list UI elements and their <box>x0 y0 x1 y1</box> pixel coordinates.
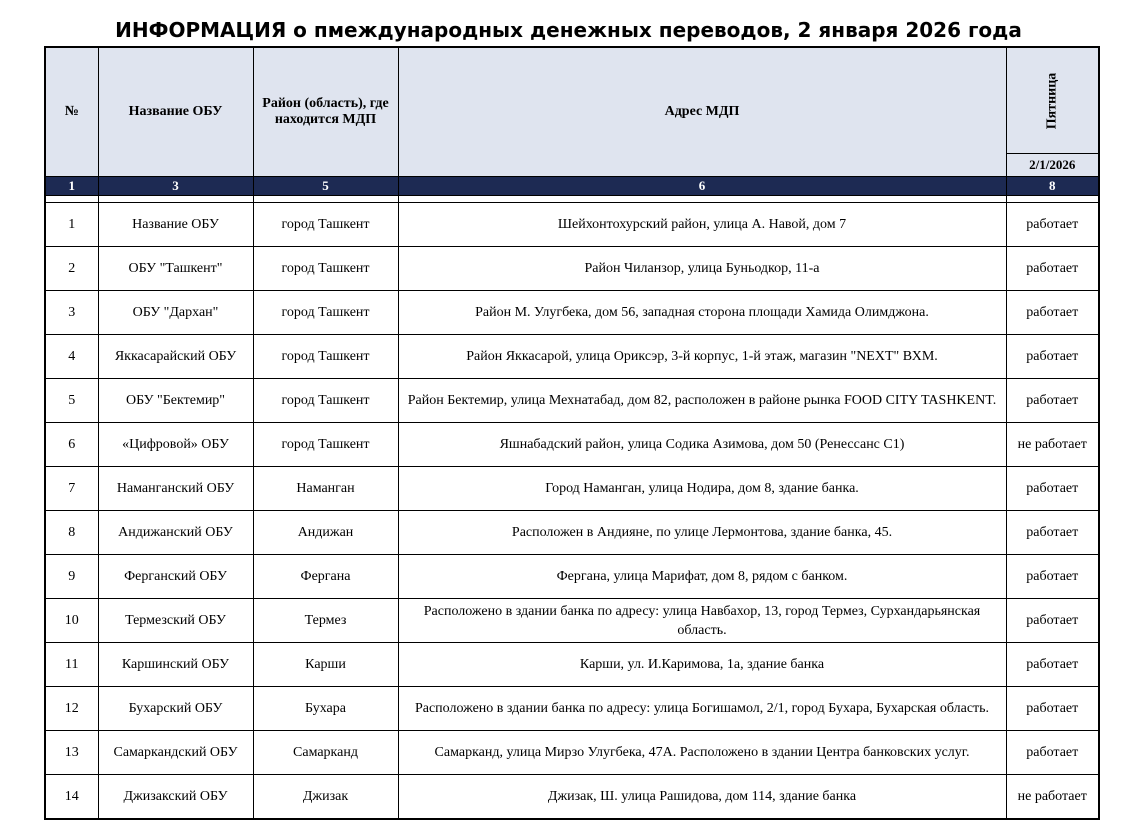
cell-status: работает <box>1006 203 1099 247</box>
transfers-table <box>44 46 1100 820</box>
cell-obu-name: Джизакский ОБУ <box>98 775 253 820</box>
cell-district: Наманган <box>253 467 398 511</box>
cell-address: Джизак, Ш. улица Рашидова, дом 114, здание банка <box>398 775 1006 820</box>
table-row <box>45 423 1099 467</box>
cell-address: Район М. Улугбека, дом 56, западная сторона площади Хамида Олимджона. <box>398 291 1006 335</box>
cell-number: 13 <box>45 731 98 775</box>
cell-district: Карши <box>253 643 398 687</box>
header-day <box>1006 47 1099 154</box>
table-row <box>45 379 1099 423</box>
cell-district: город Ташкент <box>253 423 398 467</box>
cell-obu-name: ОБУ "Ташкент" <box>98 247 253 291</box>
cell-obu-name: «Цифровой» ОБУ <box>98 423 253 467</box>
cell-district: Бухара <box>253 687 398 731</box>
cell-obu-name: Каршинский ОБУ <box>98 643 253 687</box>
table-row <box>45 775 1099 820</box>
cell-number: 8 <box>45 511 98 555</box>
cell-district: Джизак <box>253 775 398 820</box>
cell-number: 5 <box>45 379 98 423</box>
table-row <box>45 247 1099 291</box>
cell-obu-name: Яккасарайский ОБУ <box>98 335 253 379</box>
cell-district: Самарканд <box>253 731 398 775</box>
cell-status: не работает <box>1006 423 1099 467</box>
cell-obu-name: Бухарский ОБУ <box>98 687 253 731</box>
cell-status: работает <box>1006 731 1099 775</box>
table-row <box>45 203 1099 247</box>
cell-address: Район Яккасарой, улица Ориксэр, 3-й корпус, 1-й этаж, магазин "NEXT" ВХМ. <box>398 335 1006 379</box>
cell-district: город Ташкент <box>253 379 398 423</box>
cell-number: 14 <box>45 775 98 820</box>
cell-number: 2 <box>45 247 98 291</box>
cell-number: 9 <box>45 555 98 599</box>
table-row <box>45 511 1099 555</box>
cell-status: работает <box>1006 511 1099 555</box>
cell-status: не работает <box>1006 775 1099 820</box>
header-obu: Название ОБУ <box>98 47 253 177</box>
cell-number: 6 <box>45 423 98 467</box>
cell-address: Город Наманган, улица Нодира, дом 8, здание банка. <box>398 467 1006 511</box>
table-row <box>45 291 1099 335</box>
table-row <box>45 643 1099 687</box>
cell-address: Расположено в здании банка по адресу: улица Навбахор, 13, город Термез, Сурхандарьянская область. <box>398 599 1006 643</box>
table-row <box>45 335 1099 379</box>
cell-status: работает <box>1006 555 1099 599</box>
cell-status: работает <box>1006 599 1099 643</box>
page-title: ИНФОРМАЦИЯ о пмеждународных денежных переводов, 2 января 2026 года <box>115 18 1022 42</box>
cell-number: 7 <box>45 467 98 511</box>
cell-address: Фергана, улица Марифат, дом 8, рядом с банком. <box>398 555 1006 599</box>
cell-obu-name: Название ОБУ <box>98 203 253 247</box>
cell-number: 3 <box>45 291 98 335</box>
cell-number: 4 <box>45 335 98 379</box>
cell-district: город Ташкент <box>253 335 398 379</box>
cell-number: 11 <box>45 643 98 687</box>
cell-number: 1 <box>45 203 98 247</box>
col-number: 8 <box>1006 177 1099 196</box>
cell-status: работает <box>1006 467 1099 511</box>
table-row <box>45 687 1099 731</box>
cell-status: работает <box>1006 379 1099 423</box>
cell-status: работает <box>1006 247 1099 291</box>
cell-obu-name: ОБУ "Дархан" <box>98 291 253 335</box>
col-number: 5 <box>253 177 398 196</box>
table-row <box>45 599 1099 643</box>
cell-district: город Ташкент <box>253 247 398 291</box>
cell-obu-name: Андижанский ОБУ <box>98 511 253 555</box>
header-district: Район (область), где находится МДП <box>253 47 398 177</box>
table-row <box>45 555 1099 599</box>
cell-obu-name: Термезский ОБУ <box>98 599 253 643</box>
header-address: Адрес МДП <box>398 47 1006 177</box>
col-number: 3 <box>98 177 253 196</box>
table-row <box>45 731 1099 775</box>
cell-address: Шейхонтохурский район, улица А. Навой, дом 7 <box>398 203 1006 247</box>
header-num: № <box>45 47 98 177</box>
cell-address: Расположено в здании банка по адресу: улица Богишамол, 2/1, город Бухара, Бухарская область. <box>398 687 1006 731</box>
cell-address: Расположен в Андияне, по улице Лермонтова, здание банка, 45. <box>398 511 1006 555</box>
cell-status: работает <box>1006 291 1099 335</box>
cell-district: Андижан <box>253 511 398 555</box>
cell-obu-name: ОБУ "Бектемир" <box>98 379 253 423</box>
cell-address: Район Бектемир, улица Мехнатабад, дом 82, расположен в районе рынка FOOD CITY TASHKENT. <box>398 379 1006 423</box>
cell-obu-name: Ферганский ОБУ <box>98 555 253 599</box>
cell-obu-name: Наманганский ОБУ <box>98 467 253 511</box>
cell-number: 10 <box>45 599 98 643</box>
cell-district: Фергана <box>253 555 398 599</box>
cell-status: работает <box>1006 643 1099 687</box>
cell-address: Яшнабадский район, улица Содика Азимова, дом 50 (Ренессанс С1) <box>398 423 1006 467</box>
cell-district: Термез <box>253 599 398 643</box>
header-day-label: Пятница <box>1044 72 1060 129</box>
cell-address: Самарканд, улица Мирзо Улугбека, 47А. Расположено в здании Центра банковских услуг. <box>398 731 1006 775</box>
cell-district: город Ташкент <box>253 291 398 335</box>
col-number: 1 <box>45 177 98 196</box>
header-date: 2/1/2026 <box>1006 154 1099 177</box>
cell-address: Район Чиланзор, улица Буньодкор, 11-а <box>398 247 1006 291</box>
col-number: 6 <box>398 177 1006 196</box>
cell-address: Карши, ул. И.Каримова, 1а, здание банка <box>398 643 1006 687</box>
cell-district: город Ташкент <box>253 203 398 247</box>
cell-obu-name: Самаркандский ОБУ <box>98 731 253 775</box>
table-row <box>45 467 1099 511</box>
cell-number: 12 <box>45 687 98 731</box>
cell-status: работает <box>1006 687 1099 731</box>
cell-status: работает <box>1006 335 1099 379</box>
